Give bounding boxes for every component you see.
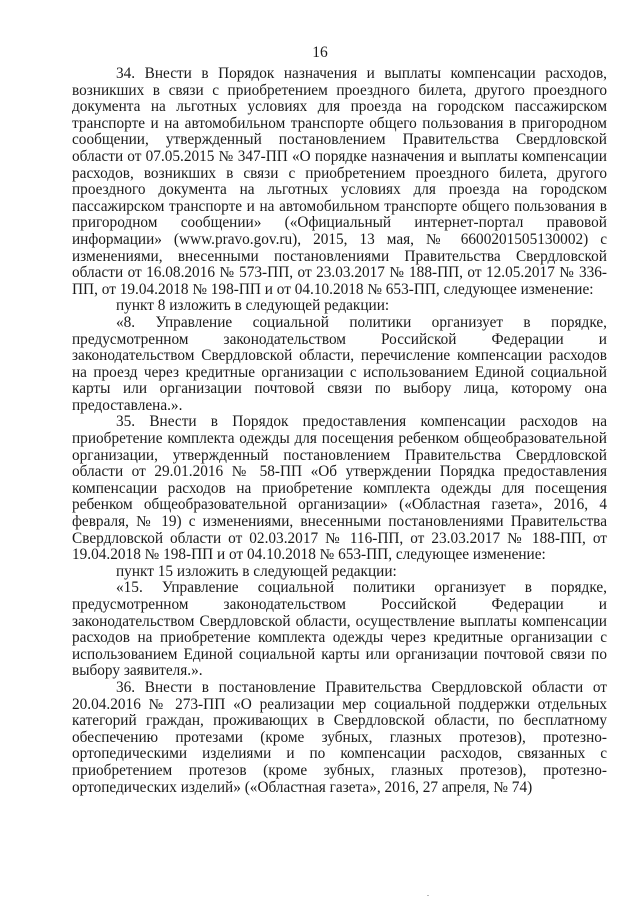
document-body (72, 66, 607, 796)
paragraph-item-34: 34. Внести в Порядок назначения и выплаты компенсации расходов, возникших в связи с приобретением проездного билета, другого проездного документа на льготных условиях для проезда на городском пассажирском транспорте и на автомобильном транспорте общего пользования в пригородном сообщении, утвержденный постановлением Правительства Свердловской области от 07.05.2015 № 347-ПП «О порядке назначения и выплаты компенсации расходов, возникших в связи с приобретением проездного билета, другого проездного документа на льготных условиях для проезда на городском пассажирском транспорте и на автомобильном транспорте общего пользования в пригородном сообщении» («Официальный интернет-портал правовой информации» (www.pravo.gov.ru), 2015, 13 мая, № 6600201505130002) с изменениями, внесенными постановлениями Правительства Свердловской области от 16.08.2016 № 573-ПП, от 23.03.2017 № 188-ПП, от 12.05.2017 № 336-ПП, от 19.04.2018 № 198-ПП и от 04.10.2018 № 653-ПП, следующее изменение: (72, 65, 607, 298)
paragraph-item-34-instruction: пункт 8 изложить в следующей редакции: (116, 297, 390, 315)
page-number: 16 (312, 44, 328, 61)
scan-artifact (427, 895, 429, 896)
paragraph-item-34-quote: «8. Управление социальной политики организует в порядке, предусмотренном законодательством Российской Федерации и законодательством Свердловской области, перечисление компенсации расходов на проезд через кредитные организации с использованием Единой социальной карты или организации почтовой связи по выбору лица, которому она предоставлена.». (72, 313, 607, 414)
paragraph-item-35-quote: «15. Управление социальной политики организует в порядке, предусмотренном законодательством Российской Федерации и законодательством Свердловской области, осуществление выплаты компенсации расходов на приобретение комплекта одежды через кредитные организации с использованием Единой социальной карты или организации почтовой связи по выбору заявителя.». (72, 579, 607, 680)
paragraph-item-36: 36. Внести в постановление Правительства Свердловской области от 20.04.2016 № 273-ПП «О реализации мер социальной поддержки отдельных категорий граждан, проживающих в Свердловской области, по бесплатному обеспечению протезами (кроме зубных, глазных протезов), протезно-ортопедическими изделиями и по компенсации расходов, связанных с приобретением протезов (кроме зубных, глазных протезов), протезно-ортопедических изделий» («Областная газета», 2016, 27 апреля, № 74) (72, 678, 607, 796)
paragraph-item-35-instruction: пункт 15 изложить в следующей редакции: (116, 562, 397, 580)
paragraph-item-35: 35. Внести в Порядок предоставления компенсации расходов на приобретение комплекта одежды для посещения ребенком общеобразовательной организации, утвержденный постановлением Правительства Свердловской области от 29.01.2016 № 58-ПП «Об утверждении Порядка предоставления компенсации расходов на приобретение комплекта одежды для посещения ребенком общеобразовательной организации» («Областная газета», 2016, 4 февраля, № 19) с изменениями, внесенными постановлениями Правительства Свердловской области от 02.03.2017 № 116-ПП, от 23.03.2017 № 188-ПП, от 19.04.2018 № 198-ПП и от 04.10.2018 № 653-ПП, следующее изменение: (72, 413, 607, 564)
